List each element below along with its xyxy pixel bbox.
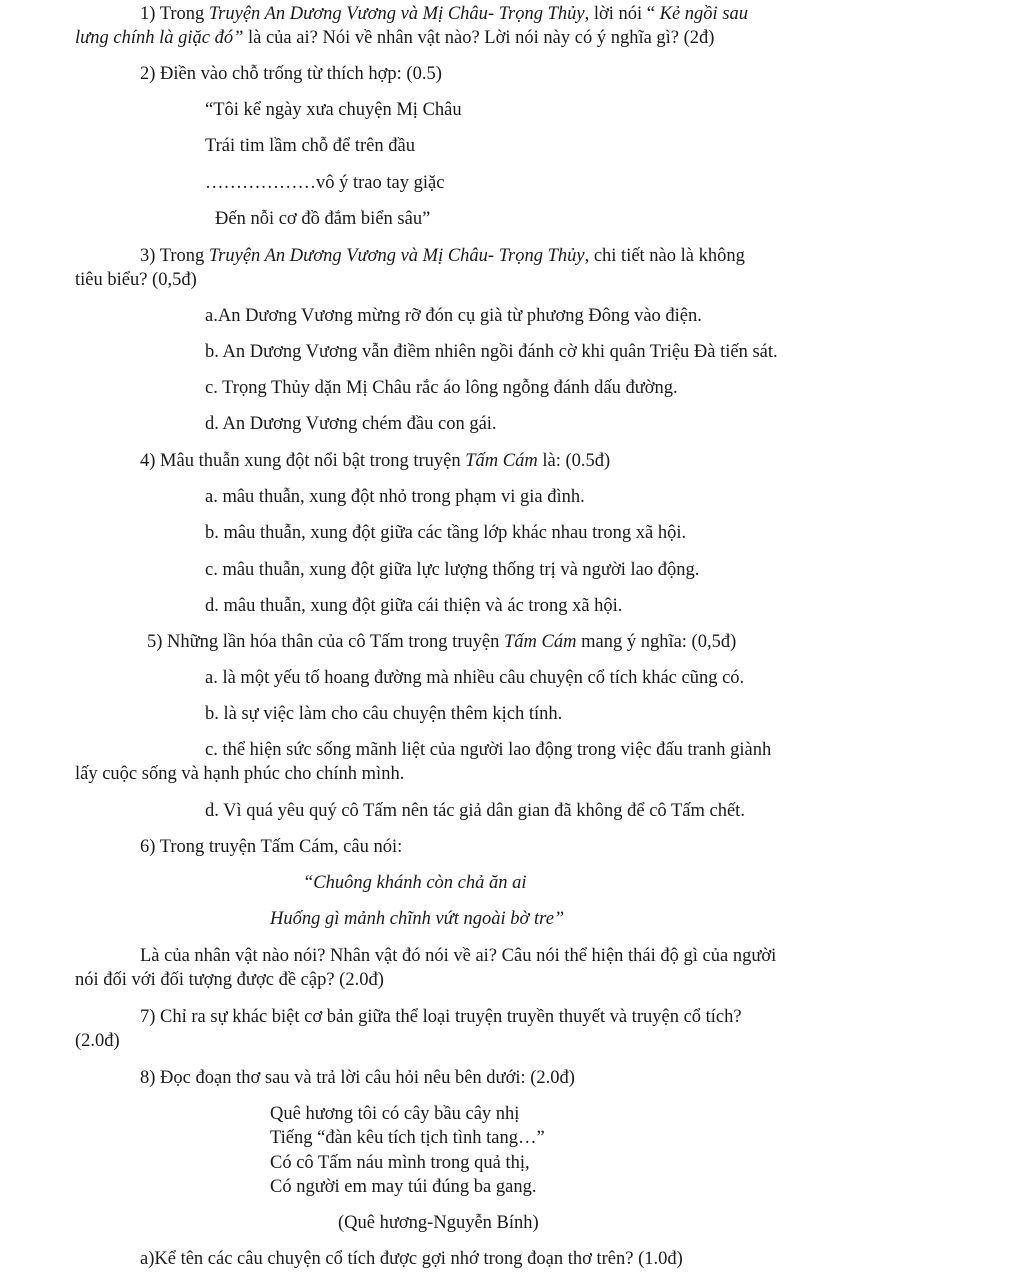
q3-option-b: b. An Dương Vương vẫn điềm nhiên ngồi đánh cờ khi quân Triệu Đà tiến sát. [205,342,778,362]
q4-option-b: b. mâu thuẫn, xung đột giữa các tầng lớp khác nhau trong xã hội. [205,523,687,543]
q3-rest-a: , chi tiết nào là không [584,246,745,266]
q3-option-c: c. Trọng Thủy dặn Mị Châu rắc áo lông ngỗng đánh dấu đường. [205,378,678,398]
q5-prefix: 5) Những lần hóa thân của cô Tấm trong truyện [147,632,504,652]
q4-prompt [140,449,610,474]
q5-option-b: b. là sự việc làm cho câu chuyện thêm kịch tính. [205,704,563,724]
q8-poem-line-1: Quê hương tôi có cây bầu cây nhị [270,1104,520,1124]
q4-option-c: c. mâu thuẫn, xung đột giữa lực lượng thống trị và người lao động. [205,560,700,580]
q7-line2: (2.0đ) [75,1031,120,1051]
q1-line1 [140,2,748,27]
q5-rest: mang ý nghĩa: (0,5đ) [576,632,737,652]
q6-verse-line-1 [303,871,527,896]
q3-option-a: a.An Dương Vương mừng rỡ đón cụ già từ phương Đông vào điện. [205,306,702,326]
q8-poem-line-2: Tiếng “đàn kêu tích tịch tình tang…” [270,1128,545,1148]
q6-prompt: 6) Trong truyện Tấm Cám, câu nói: [140,837,403,857]
q8-poem-line-3: Có cô Tấm náu mình trong quả thị, [270,1153,530,1173]
q6-question-line1: Là của nhân vật nào nói? Nhân vật đó nói về ai? Câu nói thể hiện thái độ gì của người [140,946,777,966]
q5-prompt [147,630,736,655]
q1-mid: , lời nói “ [584,4,660,24]
q3-prefix: 3) Trong [140,246,209,266]
q5-option-d: d. Vì quá yêu quý cô Tấm nên tác giả dân gian đã không để cô Tấm chết. [205,801,745,821]
q1-rest: là của ai? Nói về nhân vật nào? Lời nói này có ý nghĩa gì? (2đ) [243,28,715,48]
q4-story-title: Tấm Cám [465,451,538,471]
q3-option-d: d. An Dương Vương chém đầu con gái. [205,414,497,434]
q2-poem-line-4: Đến nỗi cơ đồ đắm biển sâu” [215,209,431,229]
q4-prefix: 4) Mâu thuẫn xung đột nổi bật trong truyện [140,451,466,471]
q7-line1: 7) Chỉ ra sự khác biệt cơ bản giữa thể loại truyện truyền thuyết và truyện cổ tích? [140,1007,742,1027]
q6-verse-2-text: Huống gì mảnh chĩnh vứt ngoài bờ tre” [270,909,565,929]
q2-poem-line-2: Trái tim lầm chỗ để trên đầu [205,136,415,156]
q1-quote-a: Kẻ ngồi sau [659,4,749,24]
q2-poem-line-3-blank: ………………vô ý trao tay giặc [205,173,445,193]
q5-option-a: a. là một yếu tố hoang đường mà nhiều câu chuyện cổ tích khác cũng có. [205,668,745,688]
q3-line2: tiêu biểu? (0,5đ) [75,270,197,290]
q5-option-c-cont: lấy cuộc sống và hạnh phúc cho chính mình. [75,764,405,784]
q5-option-c: c. thể hiện sức sống mãnh liệt của người lao động trong việc đấu tranh giành [205,740,772,760]
q4-rest: là: (0.5đ) [537,451,611,471]
q1-line2 [75,26,714,51]
q4-option-d: d. mâu thuẫn, xung đột giữa cái thiện và ác trong xã hội. [205,596,623,616]
q3-line1 [140,244,745,269]
q8-sub-question-a: a)Kể tên các câu chuyện cổ tích được gợi nhớ trong đoạn thơ trên? (1.0đ) [140,1249,683,1269]
q6-question-line2: nói đối với đối tượng được đề cập? (2.0đ) [75,970,384,990]
q6-verse-line-2 [270,907,564,932]
q2-prompt: 2) Điền vào chỗ trống từ thích hợp: (0.5) [140,64,442,84]
q8-prompt: 8) Đọc đoạn thơ sau và trả lời câu hỏi nêu bên dưới: (2.0đ) [140,1068,575,1088]
q1-story-title: Truyện An Dương Vương và Mị Châu- Trọng Thủy [208,4,585,24]
q3-story-title: Truyện An Dương Vương và Mị Châu- Trọng Thủy [208,246,585,266]
q1-quote-b: lưng chính là giặc đó” [75,28,244,48]
q4-option-a: a. mâu thuẫn, xung đột nhỏ trong phạm vi gia đình. [205,487,585,507]
q8-poem-line-4: Có người em may túi đúng ba gang. [270,1177,537,1197]
q5-story-title: Tấm Cám [503,632,577,652]
q1-prefix: 1) Trong [140,4,209,24]
q6-verse-1-text: “Chuông khánh còn chả ăn ai [303,873,527,893]
q2-poem-line-1: “Tôi kể ngày xưa chuyện Mị Châu [205,100,462,120]
q8-poem-source: (Quê hương-Nguyễn Bính) [338,1213,539,1233]
